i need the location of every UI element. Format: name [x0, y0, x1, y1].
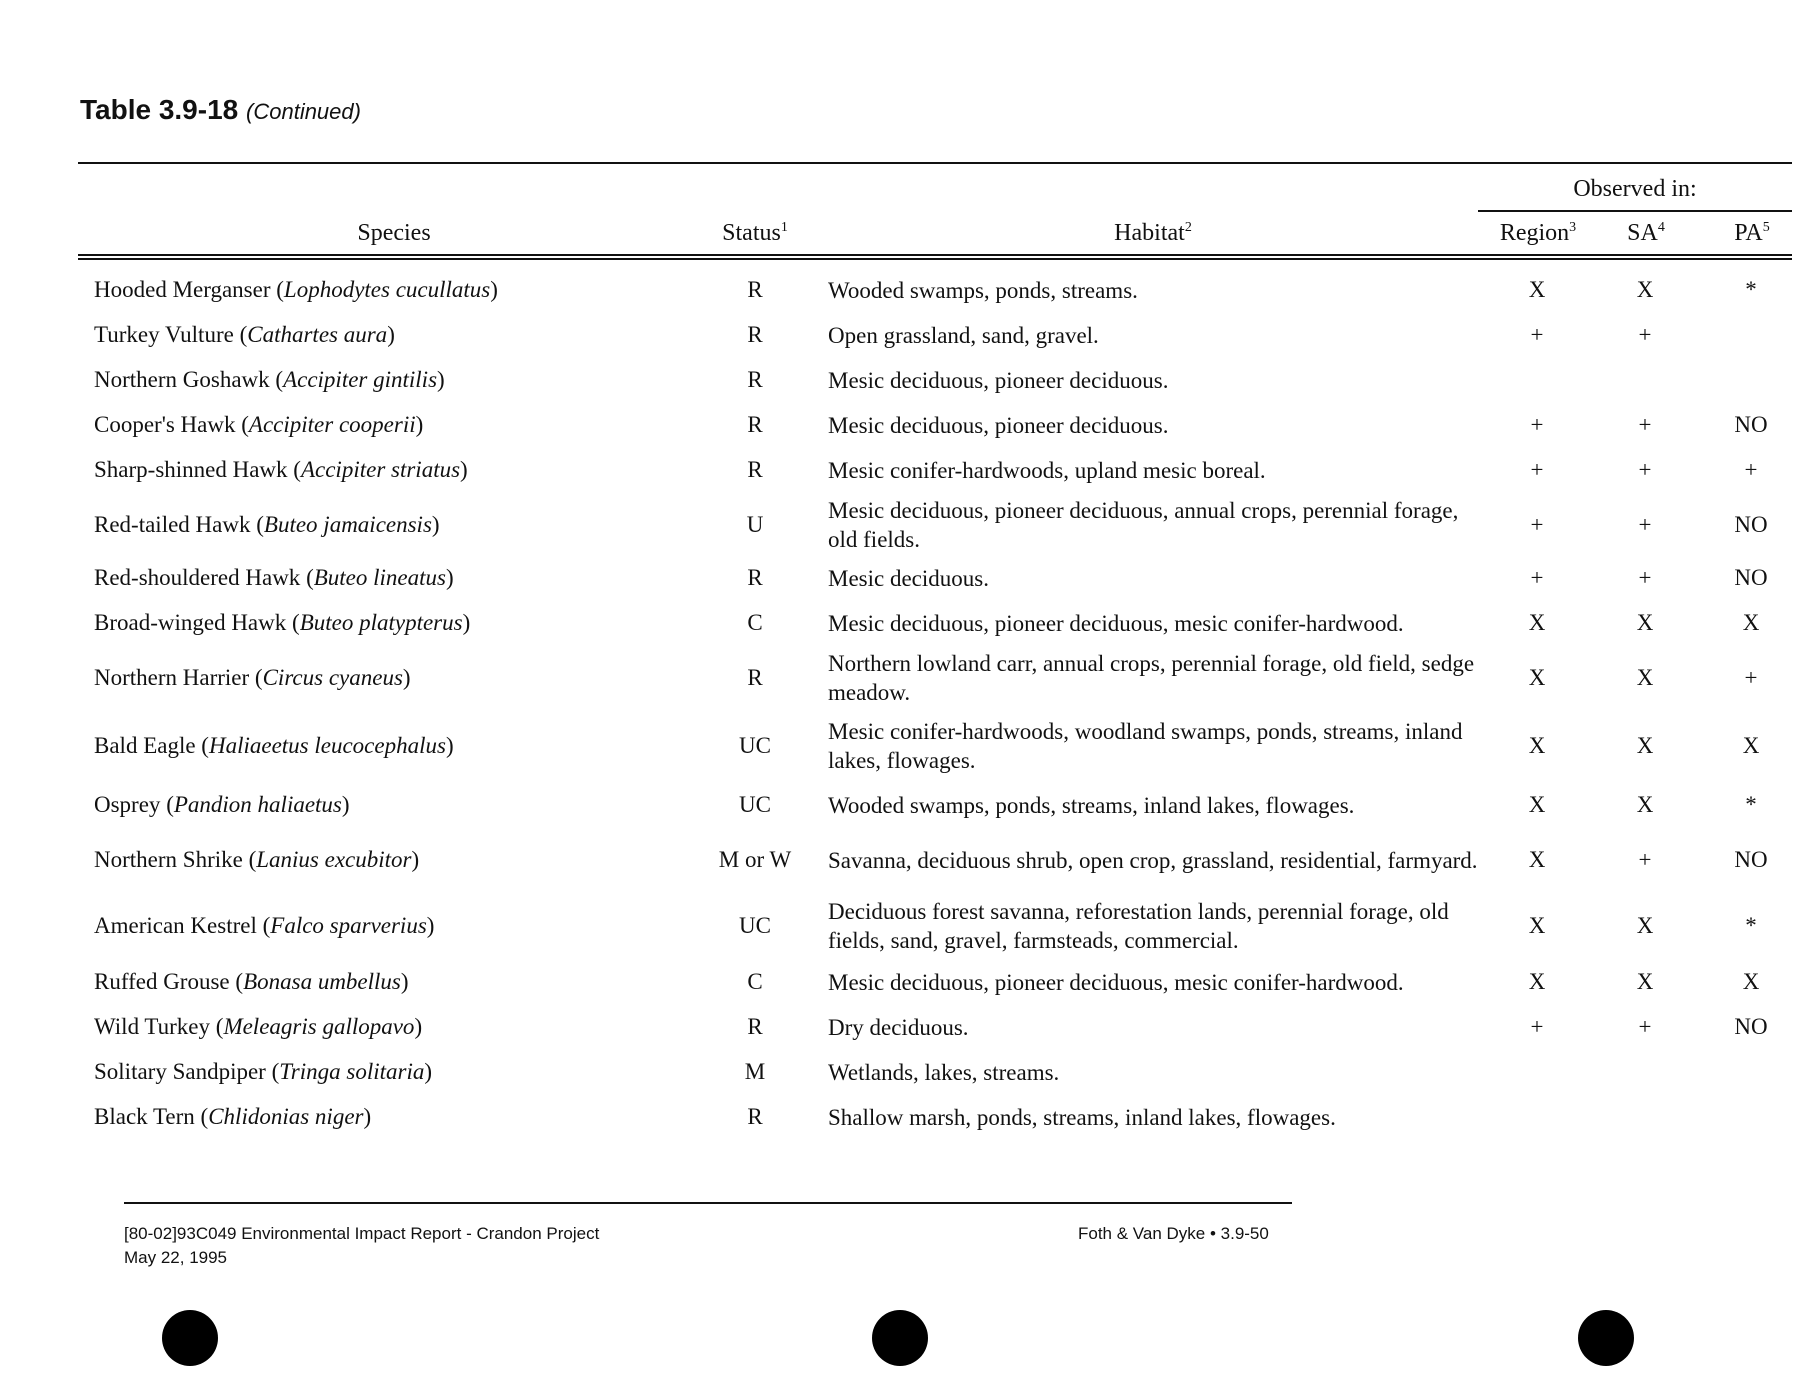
- common-name: Red-shouldered Hawk: [94, 565, 301, 590]
- status-cell: M or W: [718, 847, 792, 872]
- habitat-cell: Savanna, deciduous shrub, open crop, grassland, residential, farmyard.: [828, 847, 1478, 873]
- habitat-cell: Shallow marsh, ponds, streams, inland lakes, flowages.: [828, 1104, 1336, 1130]
- status-cell: R: [747, 1104, 763, 1129]
- region-cell: X: [1528, 733, 1546, 758]
- table-row: [0, 405, 1800, 445]
- sa-cell: +: [1638, 512, 1652, 537]
- sa-cell: X: [1636, 913, 1654, 938]
- habitat-cell: Mesic deciduous, pioneer deciduous.: [828, 412, 1169, 438]
- species-cell: Black Tern (Chlidonias niger): [94, 1104, 372, 1129]
- pa-cell: X: [1742, 969, 1760, 994]
- scientific-name: Haliaeetus leucocephalus: [208, 733, 446, 758]
- table-row: [0, 495, 1800, 555]
- region-cell: X: [1528, 969, 1546, 994]
- common-name: Wild Turkey: [94, 1014, 211, 1039]
- status-cell: R: [747, 665, 763, 690]
- pa-cell: NO: [1734, 512, 1768, 537]
- pa-cell: *: [1745, 792, 1757, 817]
- pa-cell: [1706, 1052, 1796, 1092]
- region-header: Region$^3$: [1499, 220, 1577, 246]
- pa-cell: X: [1742, 610, 1760, 635]
- status-cell: C: [747, 610, 763, 635]
- table-row: [0, 711, 1800, 781]
- sa-cell: X: [1636, 969, 1654, 994]
- common-name: Turkey Vulture: [94, 322, 234, 347]
- species-cell: Red-shouldered Hawk (Buteo lineatus): [94, 565, 454, 590]
- scientific-name: Buteo lineatus: [313, 565, 446, 590]
- table-row: [0, 450, 1800, 490]
- table-row: [0, 1097, 1800, 1137]
- sa-cell: [1600, 1097, 1690, 1137]
- table-row: [0, 830, 1800, 890]
- table-row: [0, 785, 1800, 825]
- habitat-cell: Mesic deciduous.: [828, 565, 989, 591]
- table-row: [0, 270, 1800, 310]
- scientific-name: Tringa solitaria: [279, 1059, 425, 1084]
- status-cell: U: [746, 512, 764, 537]
- common-name: Sharp-shinned Hawk: [94, 457, 288, 482]
- common-name: Red-tailed Hawk: [94, 512, 251, 537]
- table-row: [0, 558, 1800, 598]
- scientific-name: Accipiter striatus: [300, 457, 461, 482]
- scientific-name: Falco sparverius: [270, 913, 427, 938]
- common-name: Hooded Merganser: [94, 277, 271, 302]
- region-cell: X: [1528, 665, 1546, 690]
- species-cell: Northern Harrier (Circus cyaneus): [94, 665, 411, 690]
- binder-hole: [1578, 1310, 1634, 1366]
- habitat-cell: Deciduous forest savanna, reforestation lands, perennial forage, old fields, sand, gravel, farmsteads, commercial.: [828, 899, 1449, 953]
- scientific-name: Buteo jamaicensis: [263, 512, 432, 537]
- footer-right: Foth & Van Dyke • 3.9-50: [1078, 1224, 1269, 1243]
- observed-in-rule: [1478, 210, 1792, 212]
- status-cell: UC: [739, 733, 771, 758]
- common-name: Northern Harrier: [94, 665, 250, 690]
- common-name: American Kestrel: [94, 913, 257, 938]
- sa-cell: X: [1636, 610, 1654, 635]
- region-cell: +: [1530, 565, 1544, 590]
- common-name: Osprey: [94, 792, 161, 817]
- scientific-name: Buteo platypterus: [299, 610, 463, 635]
- species-cell: Northern Shrike (Lanius excubitor): [94, 847, 420, 872]
- pa-cell: *: [1745, 913, 1757, 938]
- habitat-cell: Mesic conifer-hardwoods, woodland swamps, ponds, streams, inland lakes, flowages.: [828, 719, 1463, 773]
- habitat-cell: Wooded swamps, ponds, streams.: [828, 277, 1138, 303]
- region-cell: +: [1530, 512, 1544, 537]
- pa-cell: *: [1745, 277, 1757, 302]
- common-name: Solitary Sandpiper: [94, 1059, 266, 1084]
- page-title: [80, 94, 361, 126]
- pa-cell: +: [1744, 665, 1758, 690]
- pa-cell: X: [1742, 733, 1760, 758]
- sa-cell: +: [1638, 412, 1652, 437]
- species-cell: Red-tailed Hawk (Buteo jamaicensis): [94, 512, 440, 537]
- status-cell: R: [747, 277, 763, 302]
- scientific-name: Lophodytes cucullatus: [283, 277, 491, 302]
- continued-label: (Continued): [246, 99, 361, 124]
- binder-hole: [872, 1310, 928, 1366]
- pa-cell: +: [1744, 457, 1758, 482]
- region-cell: +: [1530, 412, 1544, 437]
- status-cell: M: [744, 1059, 766, 1084]
- habitat-cell: Dry deciduous.: [828, 1014, 969, 1040]
- region-cell: X: [1528, 610, 1546, 635]
- sa-cell: +: [1638, 457, 1652, 482]
- scientific-name: Lanius excubitor: [256, 847, 412, 872]
- footer-left: [124, 1222, 599, 1270]
- species-cell: Sharp-shinned Hawk (Accipiter striatus): [94, 457, 468, 482]
- status-cell: R: [747, 565, 763, 590]
- sa-cell: X: [1636, 792, 1654, 817]
- habitat-cell: Mesic deciduous, pioneer deciduous, mesic conifer-hardwood.: [828, 969, 1404, 995]
- habitat-cell: Mesic deciduous, pioneer deciduous, annual crops, perennial forage, old fields.: [828, 498, 1459, 552]
- status-cell: R: [747, 367, 763, 392]
- region-cell: +: [1530, 1014, 1544, 1039]
- species-cell: Osprey (Pandion haliaetus): [94, 792, 350, 817]
- pa-cell: [1706, 315, 1796, 355]
- sa-cell: +: [1638, 565, 1652, 590]
- species-header: Species: [357, 220, 431, 246]
- common-name: Northern Goshawk: [94, 367, 270, 392]
- sa-cell: +: [1638, 1014, 1652, 1039]
- region-cell: +: [1530, 322, 1544, 347]
- species-cell: Northern Goshawk (Accipiter gintilis): [94, 367, 445, 392]
- region-cell: X: [1528, 913, 1546, 938]
- region-cell: X: [1528, 792, 1546, 817]
- scientific-name: Accipiter gintilis: [283, 367, 438, 392]
- table-row: [0, 962, 1800, 1002]
- habitat-cell: Mesic deciduous, pioneer deciduous, mesic conifer-hardwood.: [828, 610, 1404, 636]
- habitat-cell: Mesic deciduous, pioneer deciduous.: [828, 367, 1169, 393]
- status-cell: UC: [739, 913, 771, 938]
- habitat-cell: Open grassland, sand, gravel.: [828, 322, 1099, 348]
- observed-in-header: Observed in:: [1573, 176, 1697, 202]
- table-row: [0, 1052, 1800, 1092]
- footer-date: May 22, 1995: [124, 1248, 228, 1267]
- sa-cell: [1600, 1052, 1690, 1092]
- status-cell: UC: [739, 792, 771, 817]
- scientific-name: Bonasa umbellus: [243, 969, 401, 994]
- pa-header: $PA^5$: [1734, 220, 1770, 246]
- common-name: Ruffed Grouse: [94, 969, 230, 994]
- table-row: [0, 891, 1800, 961]
- pa-cell: NO: [1734, 412, 1768, 437]
- footer-doc-id: [80-02]93C049 Environmental Impact Report - Crandon Project: [124, 1224, 600, 1243]
- region-cell: X: [1528, 847, 1546, 872]
- region-cell: [1492, 1097, 1582, 1137]
- pa-cell: NO: [1734, 565, 1768, 590]
- species-cell: Turkey Vulture (Cathartes aura): [94, 322, 395, 347]
- status-cell: R: [747, 1014, 763, 1039]
- scientific-name: Meleagris gallopavo: [223, 1014, 415, 1039]
- scientific-name: Pandion haliaetus: [173, 792, 342, 817]
- pa-cell: NO: [1734, 1014, 1768, 1039]
- scientific-name: Accipiter cooperii: [248, 412, 416, 437]
- header-double-rule: [78, 254, 1792, 260]
- common-name: Northern Shrike: [94, 847, 243, 872]
- scientific-name: Chlidonias niger: [208, 1104, 364, 1129]
- species-cell: Hooded Merganser (Lophodytes cucullatus): [94, 277, 498, 302]
- common-name: Black Tern: [94, 1104, 195, 1129]
- pa-cell: [1706, 360, 1796, 400]
- habitat-cell: Northern lowland carr, annual crops, perennial forage, old field, sedge meadow.: [828, 651, 1475, 705]
- sa-cell: +: [1638, 847, 1652, 872]
- species-cell: Ruffed Grouse (Bonasa umbellus): [94, 969, 409, 994]
- species-cell: Bald Eagle (Haliaeetus leucocephalus): [94, 733, 454, 758]
- species-cell: Wild Turkey (Meleagris gallopavo): [94, 1014, 423, 1039]
- scientific-name: Cathartes aura: [247, 322, 388, 347]
- sa-cell: X: [1636, 277, 1654, 302]
- table-row: [0, 648, 1800, 708]
- pa-cell: NO: [1734, 847, 1768, 872]
- species-cell: Broad-winged Hawk (Buteo platypterus): [94, 610, 471, 635]
- species-cell: Cooper's Hawk (Accipiter cooperii): [94, 412, 424, 437]
- scientific-name: Circus cyaneus: [262, 665, 403, 690]
- status-cell: R: [747, 322, 763, 347]
- pa-cell: [1706, 1097, 1796, 1137]
- habitat-cell: Mesic conifer-hardwoods, upland mesic boreal.: [828, 457, 1266, 483]
- common-name: Cooper's Hawk: [94, 412, 236, 437]
- table-number: Table 3.9-18: [80, 94, 239, 125]
- habitat-cell: Wooded swamps, ponds, streams, inland lakes, flowages.: [828, 792, 1355, 818]
- sa-header: $SA^4$: [1627, 220, 1665, 246]
- habitat-header: Habitat$^2$: [1114, 220, 1192, 246]
- binder-hole: [162, 1310, 218, 1366]
- top-rule: [78, 162, 1792, 164]
- common-name: Broad-winged Hawk: [94, 610, 287, 635]
- status-cell: C: [747, 969, 763, 994]
- status-cell: R: [747, 457, 763, 482]
- table-row: [0, 603, 1800, 643]
- region-cell: [1492, 360, 1582, 400]
- status-header: Status$^1$: [722, 220, 788, 246]
- status-cell: R: [747, 412, 763, 437]
- region-cell: X: [1528, 277, 1546, 302]
- footer-rule: [124, 1202, 1292, 1204]
- habitat-cell: Wetlands, lakes, streams.: [828, 1059, 1060, 1085]
- table-row: [0, 315, 1800, 355]
- table-row: [0, 1007, 1800, 1047]
- sa-cell: X: [1636, 665, 1654, 690]
- sa-cell: +: [1638, 322, 1652, 347]
- region-cell: +: [1530, 457, 1544, 482]
- species-cell: American Kestrel (Falco sparverius): [94, 913, 435, 938]
- species-cell: Solitary Sandpiper (Tringa solitaria): [94, 1059, 433, 1084]
- table-row: [0, 360, 1800, 400]
- region-cell: [1492, 1052, 1582, 1092]
- common-name: Bald Eagle: [94, 733, 196, 758]
- sa-cell: [1600, 360, 1690, 400]
- sa-cell: X: [1636, 733, 1654, 758]
